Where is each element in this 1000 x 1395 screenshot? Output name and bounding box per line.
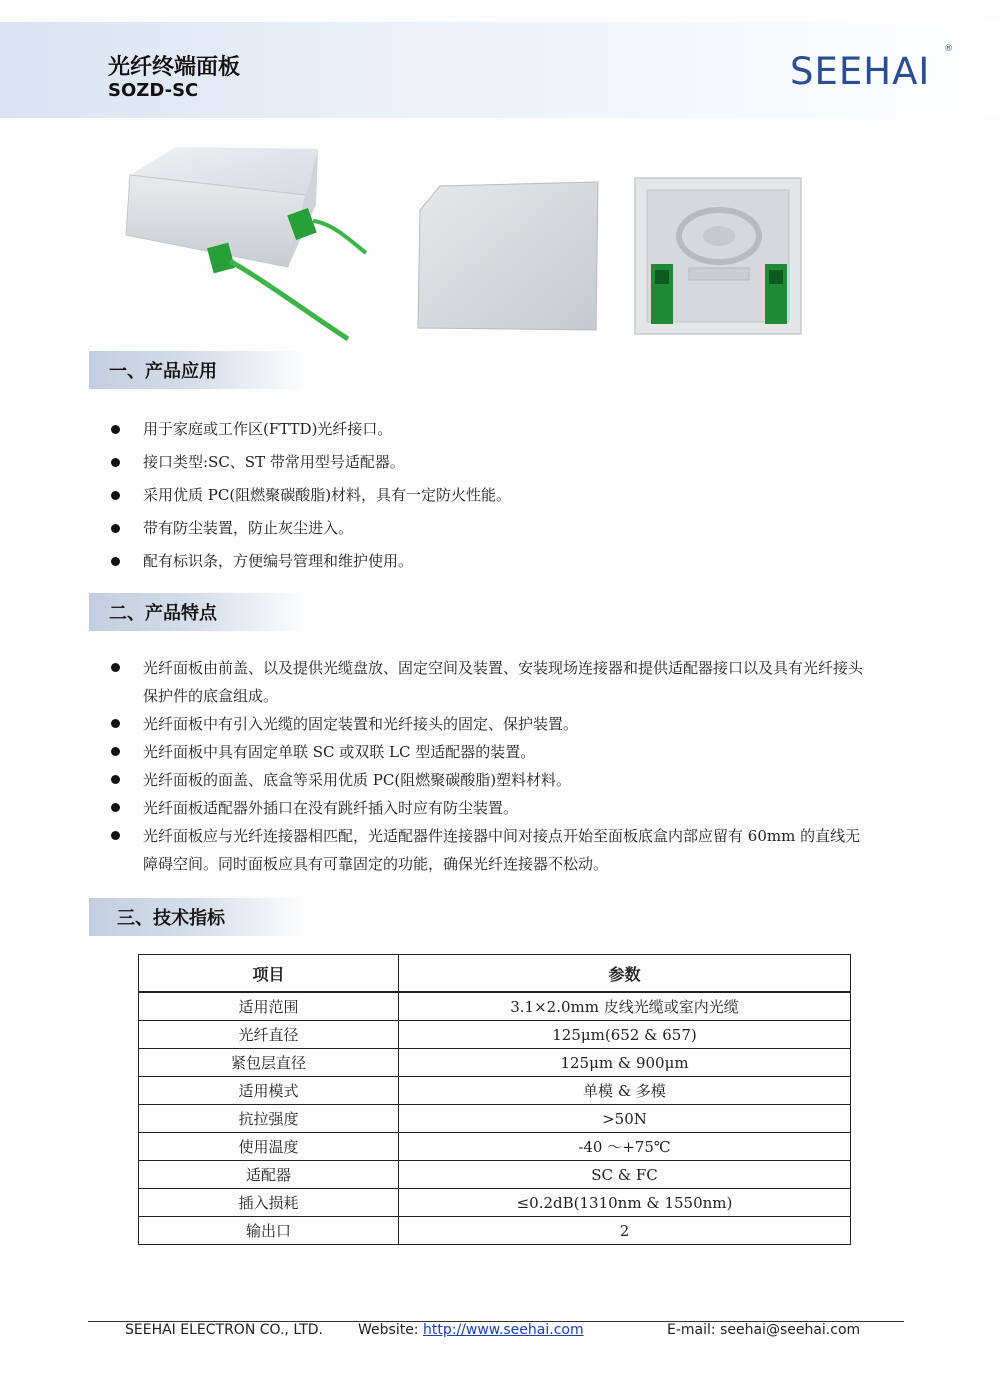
list-item: 用于家庭或工作区(FTTD)光纤接口。: [108, 421, 898, 454]
table-row: [139, 1217, 851, 1245]
table-cell: 输出口: [139, 1217, 399, 1245]
table-cell: >50N: [399, 1105, 851, 1133]
section-heading-features: 二、产品特点: [89, 593, 304, 631]
list-item: 光纤面板适配器外插口在没有跳纤插入时应有防尘装置。: [108, 794, 868, 822]
table-cell: 单模 & 多模: [399, 1077, 851, 1105]
footer-website: [358, 1322, 584, 1338]
table-cell: SC & FC: [399, 1161, 851, 1189]
section-heading-application: 一、产品应用: [89, 351, 304, 389]
table-cell: 光纤直径: [139, 1021, 399, 1049]
spec-table: [138, 954, 851, 1245]
email-address: seehai@seehai.com: [720, 1322, 861, 1338]
section-heading-specs: 三、技术指标: [89, 898, 304, 936]
table-cell: 适用范围: [139, 992, 399, 1021]
table-cell: -40 ～+75℃: [399, 1133, 851, 1161]
product-title: 光纤终端面板: [108, 55, 241, 80]
table-row: [139, 1049, 851, 1077]
list-item: 光纤面板由前盖、以及提供光缆盘放、固定空间及装置、安装现场连接器和提供适配器接口以及具有光纤接头保护件的底盒组成。: [108, 654, 868, 710]
table-cell: 使用温度: [139, 1133, 399, 1161]
table-cell: 插入损耗: [139, 1189, 399, 1217]
list-item: 光纤面板的面盖、底盒等采用优质 PC(阻燃聚碳酸脂)塑料材料。: [108, 766, 868, 794]
table-cell: 适用模式: [139, 1077, 399, 1105]
website-label: Website:: [358, 1322, 419, 1338]
table-cell: 2: [399, 1217, 851, 1245]
table-cell: ≤0.2dB(1310nm & 1550nm): [399, 1189, 851, 1217]
registered-mark: ®: [944, 44, 953, 54]
table-row: [139, 1105, 851, 1133]
list-item: 光纤面板应与光纤连接器相匹配，光适配器件连接器中间对接点开始至面板底盒内部应留有 60mm 的直线无障碍空间。同时面板应具有可靠固定的功能，确保光纤连接器不松动。: [108, 822, 868, 878]
table-cell: 125μm & 900μm: [399, 1049, 851, 1077]
brand-logo: SEEHAI: [790, 50, 931, 93]
table-row: [139, 1161, 851, 1189]
website-link[interactable]: http://www.seehai.com: [422, 1322, 584, 1338]
table-cell: 3.1×2.0mm 皮线光缆或室内光缆: [399, 992, 851, 1021]
application-list: [108, 421, 898, 586]
column-header-item: 项目: [139, 955, 399, 993]
table-row: [139, 992, 851, 1021]
features-list: [108, 654, 868, 878]
list-item: 接口类型:SC、ST 带常用型号适配器。: [108, 454, 898, 487]
table-row: [139, 1021, 851, 1049]
table-cell: 125μm(652 & 657): [399, 1021, 851, 1049]
footer-email: [667, 1322, 860, 1338]
table-row: [139, 1133, 851, 1161]
list-item: 带有防尘装置，防止灰尘进入。: [108, 520, 898, 553]
table-cell: 紧包层直径: [139, 1049, 399, 1077]
email-label: E-mail:: [667, 1322, 716, 1338]
table-row: [139, 1189, 851, 1217]
list-item: 采用优质 PC(阻燃聚碳酸脂)材料，具有一定防火性能。: [108, 487, 898, 520]
table-header-row: [139, 955, 851, 993]
list-item: 光纤面板中具有固定单联 SC 或双联 LC 型适配器的装置。: [108, 738, 868, 766]
table-cell: 适配器: [139, 1161, 399, 1189]
product-photo-cover: [410, 180, 605, 335]
column-header-param: 参数: [399, 955, 851, 993]
footer-company: SEEHAI ELECTRON CO., LTD.: [125, 1322, 323, 1338]
product-model: SOZD-SC: [108, 80, 199, 101]
product-photo-assembled: [118, 143, 368, 343]
table-cell: 抗拉强度: [139, 1105, 399, 1133]
list-item: 光纤面板中有引入光缆的固定装置和光纤接头的固定、保护装置。: [108, 710, 868, 738]
product-photo-base: [633, 176, 805, 336]
list-item: 配有标识条，方便编号管理和维护使用。: [108, 553, 898, 586]
table-row: [139, 1077, 851, 1105]
